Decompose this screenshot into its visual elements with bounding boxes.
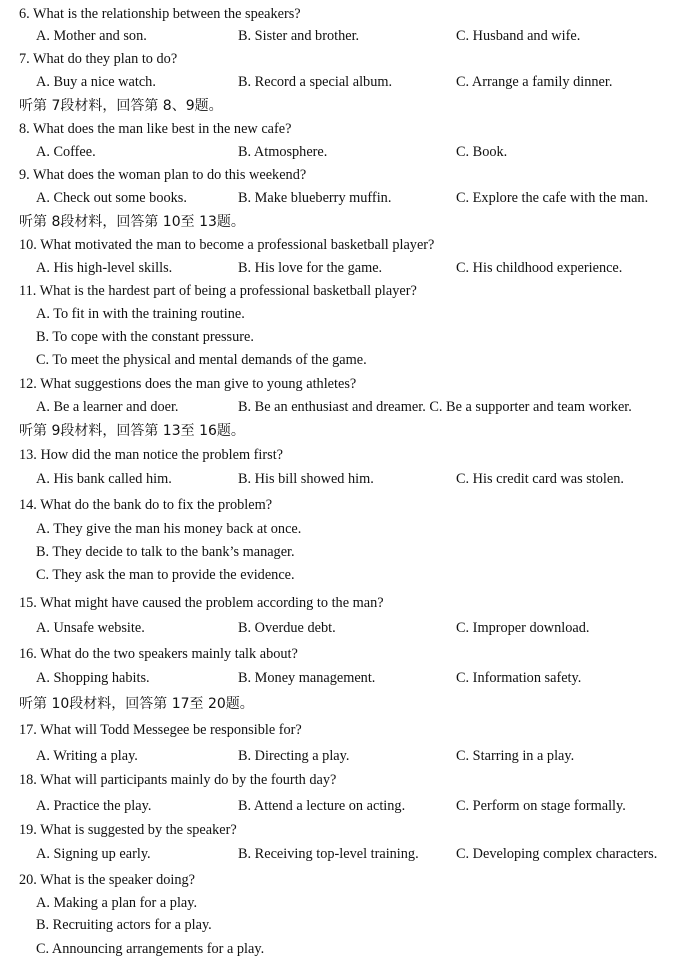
options-row — [0, 795, 692, 817]
option-c: C. Husband and wife. — [456, 28, 581, 44]
option-a: A. Practice the play. — [36, 798, 152, 814]
option-text: A. They give the man his money back at once. — [36, 521, 302, 537]
section-heading — [0, 211, 692, 233]
option-a: A. Signing up early. — [36, 846, 151, 862]
option-a: A. His bank called him. — [36, 471, 172, 487]
option-c: C. Developing complex characters. — [456, 846, 658, 862]
question-text: 13. How did the man notice the problem first? — [19, 447, 284, 463]
question-text: 15. What might have caused the problem according to the man? — [19, 595, 384, 611]
question-line — [0, 3, 692, 25]
option-line — [0, 349, 692, 371]
option-line — [0, 326, 692, 348]
option-line — [0, 564, 692, 586]
option-b: B. Directing a play. — [238, 748, 350, 764]
options-row — [0, 617, 692, 639]
option-c: C. Arrange a family dinner. — [456, 74, 613, 90]
option-c: C. Information safety. — [456, 670, 582, 686]
option-line — [0, 518, 692, 540]
option-text: A. To fit in with the training routine. — [36, 306, 245, 322]
question-text: 9. What does the woman plan to do this weekend? — [19, 167, 307, 183]
question-text: 18. What will participants mainly do by the fourth day? — [19, 772, 337, 788]
question-text: 12. What suggestions does the man give to young athletes? — [19, 376, 357, 392]
options-row — [0, 25, 692, 47]
question-text: 20. What is the speaker doing? — [19, 872, 196, 888]
question-line — [0, 164, 692, 186]
section-instruction: 听第 9段材料，回答第 13至 16题。 — [19, 423, 245, 439]
question-text: 11. What is the hardest part of being a professional basketball player? — [19, 283, 417, 299]
option-c: C. Starring in a play. — [456, 748, 575, 764]
section-instruction: 听第 7段材料，回答第 8、9题。 — [19, 98, 223, 114]
option-a: A. His high-level skills. — [36, 260, 173, 276]
question-line — [0, 719, 692, 741]
option-b: B. Atmosphere. — [238, 144, 328, 160]
option-a: A. Check out some books. — [36, 190, 187, 206]
option-a: A. Mother and son. — [36, 28, 147, 44]
question-line — [0, 643, 692, 665]
options-row — [0, 745, 692, 767]
question-line — [0, 769, 692, 791]
option-line — [0, 541, 692, 563]
options-row — [0, 396, 692, 418]
option-a: A. Be a learner and doer. — [36, 399, 179, 415]
option-c: C. Perform on stage formally. — [456, 798, 626, 814]
option-line — [0, 892, 692, 914]
option-text: C. To meet the physical and mental demands of the game. — [36, 352, 367, 368]
question-text: 10. What motivated the man to become a professional basketball player? — [19, 237, 435, 253]
option-c: C. His childhood experience. — [456, 260, 623, 276]
question-text: 6. What is the relationship between the speakers? — [19, 6, 301, 22]
question-line — [0, 869, 692, 891]
option-b: B. Overdue debt. — [238, 620, 336, 636]
question-line — [0, 234, 692, 256]
question-text: 19. What is suggested by the speaker? — [19, 822, 237, 838]
option-b: B. Be an enthusiast and dreamer. C. Be a supporter and team worker. — [238, 399, 632, 415]
question-line — [0, 592, 692, 614]
option-a: A. Coffee. — [36, 144, 96, 160]
options-row — [0, 667, 692, 689]
question-line — [0, 444, 692, 466]
options-row — [0, 843, 692, 865]
section-heading — [0, 95, 692, 117]
option-text: C. Announcing arrangements for a play. — [36, 941, 265, 957]
option-a: A. Buy a nice watch. — [36, 74, 156, 90]
option-c: C. His credit card was stolen. — [456, 471, 624, 487]
option-b: B. Sister and brother. — [238, 28, 360, 44]
option-text: B. They decide to talk to the bank’s manager. — [36, 544, 295, 560]
question-text: 14. What do the bank do to fix the problem? — [19, 497, 273, 513]
option-c: C. Explore the cafe with the man. — [456, 190, 649, 206]
section-heading — [0, 693, 692, 715]
option-text: B. To cope with the constant pressure. — [36, 329, 254, 345]
question-text: 16. What do the two speakers mainly talk about? — [19, 646, 298, 662]
question-text: 17. What will Todd Messegee be responsible for? — [19, 722, 302, 738]
options-row — [0, 141, 692, 163]
option-b: B. Money management. — [238, 670, 376, 686]
question-text: 7. What do they plan to do? — [19, 51, 178, 67]
question-line — [0, 48, 692, 70]
option-text: C. They ask the man to provide the evidence. — [36, 567, 295, 583]
question-line — [0, 373, 692, 395]
question-line — [0, 280, 692, 302]
option-text: B. Recruiting actors for a play. — [36, 917, 212, 933]
option-line — [0, 303, 692, 325]
option-c: C. Book. — [456, 144, 508, 160]
option-b: B. Attend a lecture on acting. — [238, 798, 406, 814]
option-c: C. Improper download. — [456, 620, 590, 636]
option-b: B. His love for the game. — [238, 260, 383, 276]
option-b: B. Receiving top-level training. — [238, 846, 419, 862]
question-line — [0, 819, 692, 841]
option-text: A. Making a plan for a play. — [36, 895, 198, 911]
options-row — [0, 71, 692, 93]
question-line — [0, 118, 692, 140]
options-row — [0, 187, 692, 209]
section-instruction: 听第 8段材料，回答第 10至 13题。 — [19, 214, 245, 230]
option-b: B. Make blueberry muffin. — [238, 190, 392, 206]
question-text: 8. What does the man like best in the new cafe? — [19, 121, 292, 137]
section-instruction: 听第 10段材料，回答第 17至 20题。 — [19, 696, 254, 712]
option-b: B. Record a special album. — [238, 74, 393, 90]
option-b: B. His bill showed him. — [238, 471, 374, 487]
options-row — [0, 468, 692, 490]
option-line — [0, 938, 692, 960]
option-a: A. Shopping habits. — [36, 670, 150, 686]
question-line — [0, 494, 692, 516]
option-a: A. Writing a play. — [36, 748, 138, 764]
section-heading — [0, 420, 692, 442]
options-row — [0, 257, 692, 279]
option-line — [0, 914, 692, 936]
option-a: A. Unsafe website. — [36, 620, 145, 636]
